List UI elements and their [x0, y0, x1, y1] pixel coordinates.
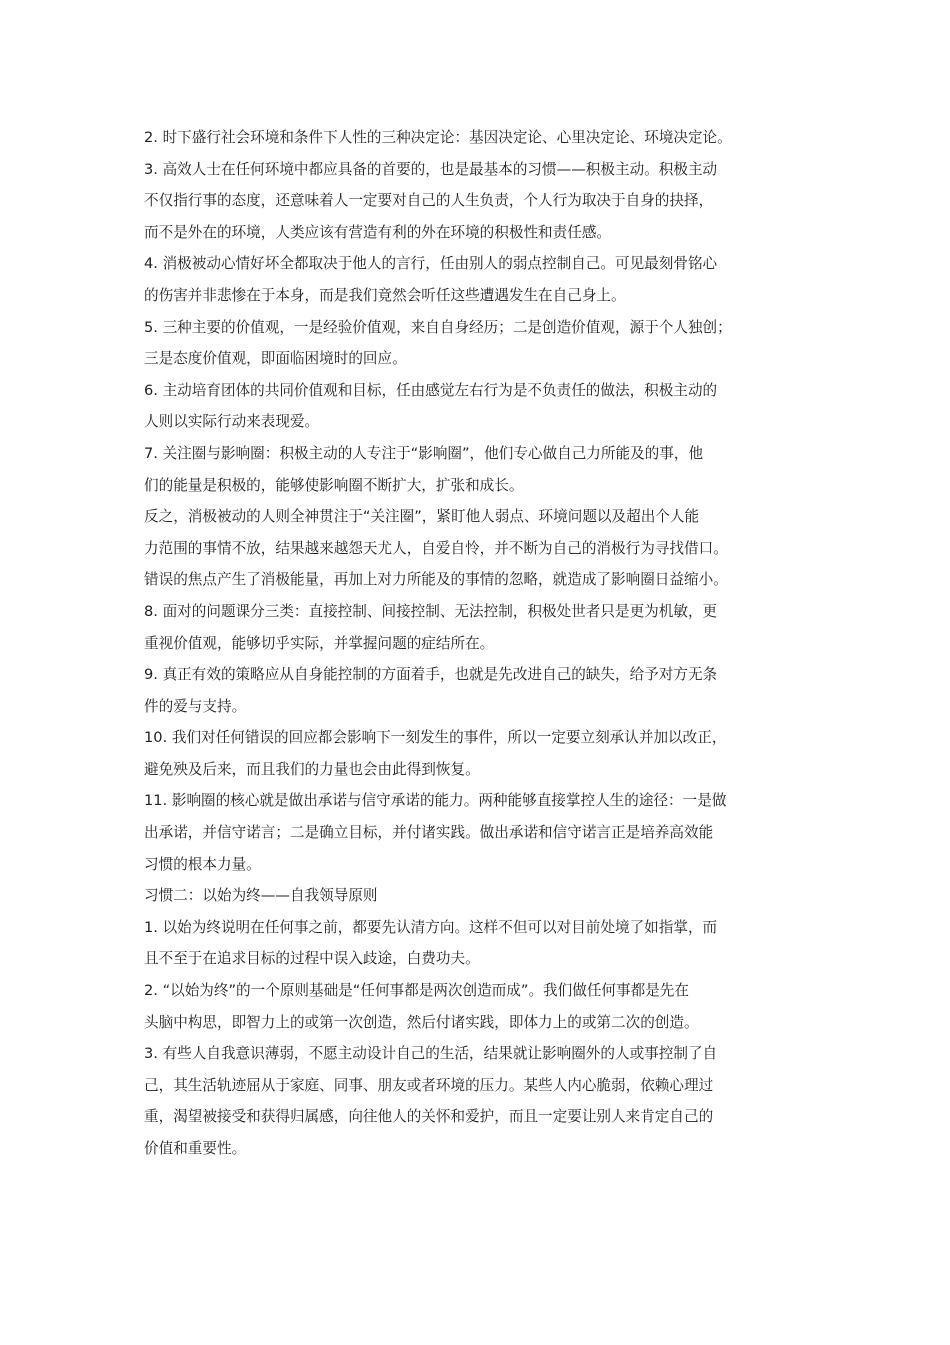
text-line: 力范围的事情不放，结果越来越怨天尤人，自爱自怜，并不断为自己的消极行为寻找借口。	[144, 539, 728, 557]
text-line: 价值和重要性。	[144, 1140, 247, 1157]
text-line: 出承诺，并信守诺言；二是确立目标，并付诸实践。做出承诺和信守诺言正是培养高效能	[144, 824, 714, 842]
text-line: 重，渴望被接受和获得归属感，向往他人的关怀和爱护，而且一定要让别人来肯定自己的	[144, 1108, 714, 1126]
section-heading: 习惯二：以始为终——自我领导原则	[144, 887, 378, 905]
text-line: 不仅指行事的态度，还意味着人一定要对自己的人生负责，个人行为取决于自身的抉择，	[144, 192, 714, 210]
text-line: 错误的焦点产生了消极能量，再加上对力所能及的事情的忽略，就造成了影响圈日益缩小。	[144, 571, 728, 589]
text-line: 反之，消极被动的人则全神贯注于“关注圈”，紧盯他人弱点、环境问题以及超出个人能	[144, 508, 700, 526]
text-line: 8. 面对的问题课分三类：直接控制、间接控制、无法控制，积极处世者只是更为机敏，更	[144, 602, 718, 620]
text-line: 2. 时下盛行社会环境和条件下人性的三种决定论：基因决定论、心里决定论、环境决定论。	[144, 129, 732, 146]
text-line: 2. “以始为终”的一个原则基础是“任何事都是两次创造而成”。我们做任何事都是先在	[144, 982, 689, 1000]
text-line: 4. 消极被动心情好坏全都取决于他人的言行，任由别人的弱点控制自己。可见最刻骨铭心	[144, 255, 718, 273]
text-line: 三是态度价值观，即面临困境时的回应。	[144, 350, 407, 368]
text-line: 的伤害并非悲惨在于本身，而是我们竟然会听任这些遭遇发生在自己身上。	[144, 286, 626, 304]
document-body	[144, 122, 744, 1165]
text-line: 且不至于在追求目标的过程中误入歧途，白费功夫。	[144, 950, 480, 968]
text-line: 9. 真正有效的策略应从自身能控制的方面着手，也就是先改进自己的缺失，给予对方无条	[144, 666, 718, 684]
text-line: 1. 以始为终说明在任何事之前，都要先认清方向。这样不但可以对目前处境了如指掌，而	[144, 918, 718, 936]
text-line: 7. 关注圈与影响圈：积极主动的人专注于“影响圈”，他们专心做自己力所能及的事，他	[144, 444, 704, 462]
text-line: 6. 主动培育团体的共同价值观和目标，任由感觉左右行为是不负责任的做法，积极主动的	[144, 381, 718, 399]
text-line: 们的能量是积极的，能够使影响圈不断扩大，扩张和成长。	[144, 476, 524, 494]
text-line: 3. 有些人自我意识薄弱，不愿主动设计自己的生活，结果就让影响圈外的人或事控制了自	[144, 1045, 718, 1063]
text-line: 3. 高效人士在任何环境中都应具备的首要的，也是最基本的习惯——积极主动。积极主动	[144, 160, 718, 178]
text-line: 而不是外在的环境，人类应该有营造有利的外在环境的积极性和责任感。	[144, 223, 612, 241]
text-line: 5. 三种主要的价值观，一是经验价值观，来自自身经历；二是创造价值观，源于个人独创；	[144, 318, 732, 336]
text-line: 件的爱与支持。	[144, 697, 247, 715]
text-line: 头脑中构思，即智力上的或第一次创造，然后付诸实践，即体力上的或第二次的创造。	[144, 1013, 699, 1031]
text-line: 己，其生活轨迹屈从于家庭、同事、朋友或者环境的压力。某些人内心脆弱，依赖心理过	[144, 1076, 714, 1094]
text-line: 10. 我们对任何错误的回应都会影响下一刻发生的事件，所以一定要立刻承认并加以改正，	[144, 729, 727, 747]
text-line: 人则以实际行动来表现爱。	[144, 413, 320, 431]
text-line: 11. 影响圈的核心就是做出承诺与信守承诺的能力。两种能够直接掌控人生的途径：一是做	[144, 792, 727, 810]
text-line: 习惯的根本力量。	[144, 855, 261, 873]
text-line: 重视价值观，能够切乎实际，并掌握问题的症结所在。	[144, 634, 495, 652]
text-line: 避免殃及后来，而且我们的力量也会由此得到恢复。	[144, 760, 480, 778]
